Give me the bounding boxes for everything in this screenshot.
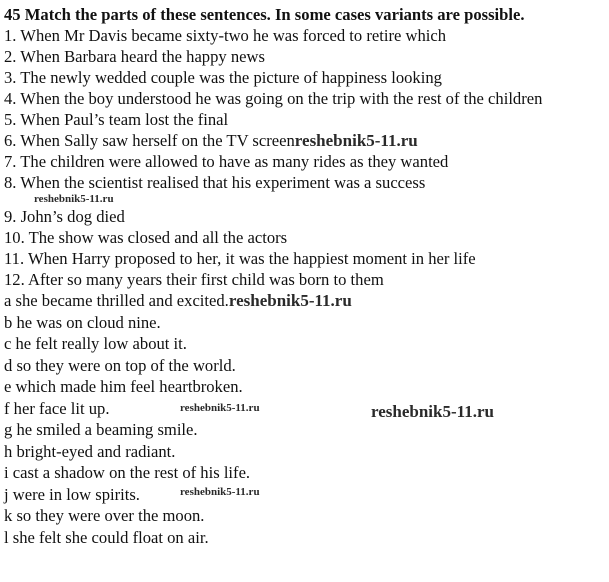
ending-b: b he was on cloud nine. [4,313,161,332]
watermark: reshebnik5-11.ru [371,402,494,421]
sentence-10: 10. The show was closed and all the actors [4,228,288,247]
ending-d: d so they were on top of the world. [4,356,236,375]
sentence-1: 1. When Mr Davis became sixty-two he was forced to retire which [4,26,447,45]
ending-i: i cast a shadow on the rest of his life. [4,463,251,482]
sentence-5: 5. When Paul’s team lost the final [4,110,229,129]
sentence-6-row [4,130,418,151]
sentence-7: 7. The children were allowed to have as many rides as they wanted [4,152,449,171]
exercise-heading: 45 Match the parts of these sentences. In some cases variants are possible. [4,5,525,24]
ending-a-row [4,290,352,311]
sentence-11: 11. When Harry proposed to her, it was the happiest moment in her life [4,249,476,268]
sentence-6: 6. When Sally saw herself on the TV screen [4,131,295,150]
ending-h: h bright-eyed and radiant. [4,442,176,461]
ending-j: j were in low spirits. [4,485,140,504]
sentence-8: 8. When the scientist realised that his experiment was a success [4,173,426,192]
sentence-12: 12. After so many years their first child was born to them [4,270,384,289]
ending-a: a she became thrilled and excited. [4,291,229,310]
sentence-2: 2. When Barbara heard the happy news [4,47,265,66]
sentence-9: 9. John’s dog died [4,207,125,226]
watermark: reshebnik5-11.ru [180,402,260,414]
ending-g: g he smiled a beaming smile. [4,420,198,439]
ending-c: c he felt really low about it. [4,334,187,353]
ending-l: l she felt she could float on air. [4,528,209,547]
watermark: reshebnik5-11.ru [180,486,260,498]
ending-k: k so they were over the moon. [4,506,205,525]
ending-e: e which made him feel heartbroken. [4,377,243,396]
watermark: reshebnik5-11.ru [228,291,352,310]
watermark: reshebnik5-11.ru [34,193,114,205]
ending-f: f her face lit up. [4,399,110,418]
sentence-4: 4. When the boy understood he was going on the trip with the rest of the children [4,89,543,108]
sentence-3: 3. The newly wedded couple was the picture of happiness looking [4,68,442,87]
watermark: reshebnik5-11.ru [294,131,418,150]
